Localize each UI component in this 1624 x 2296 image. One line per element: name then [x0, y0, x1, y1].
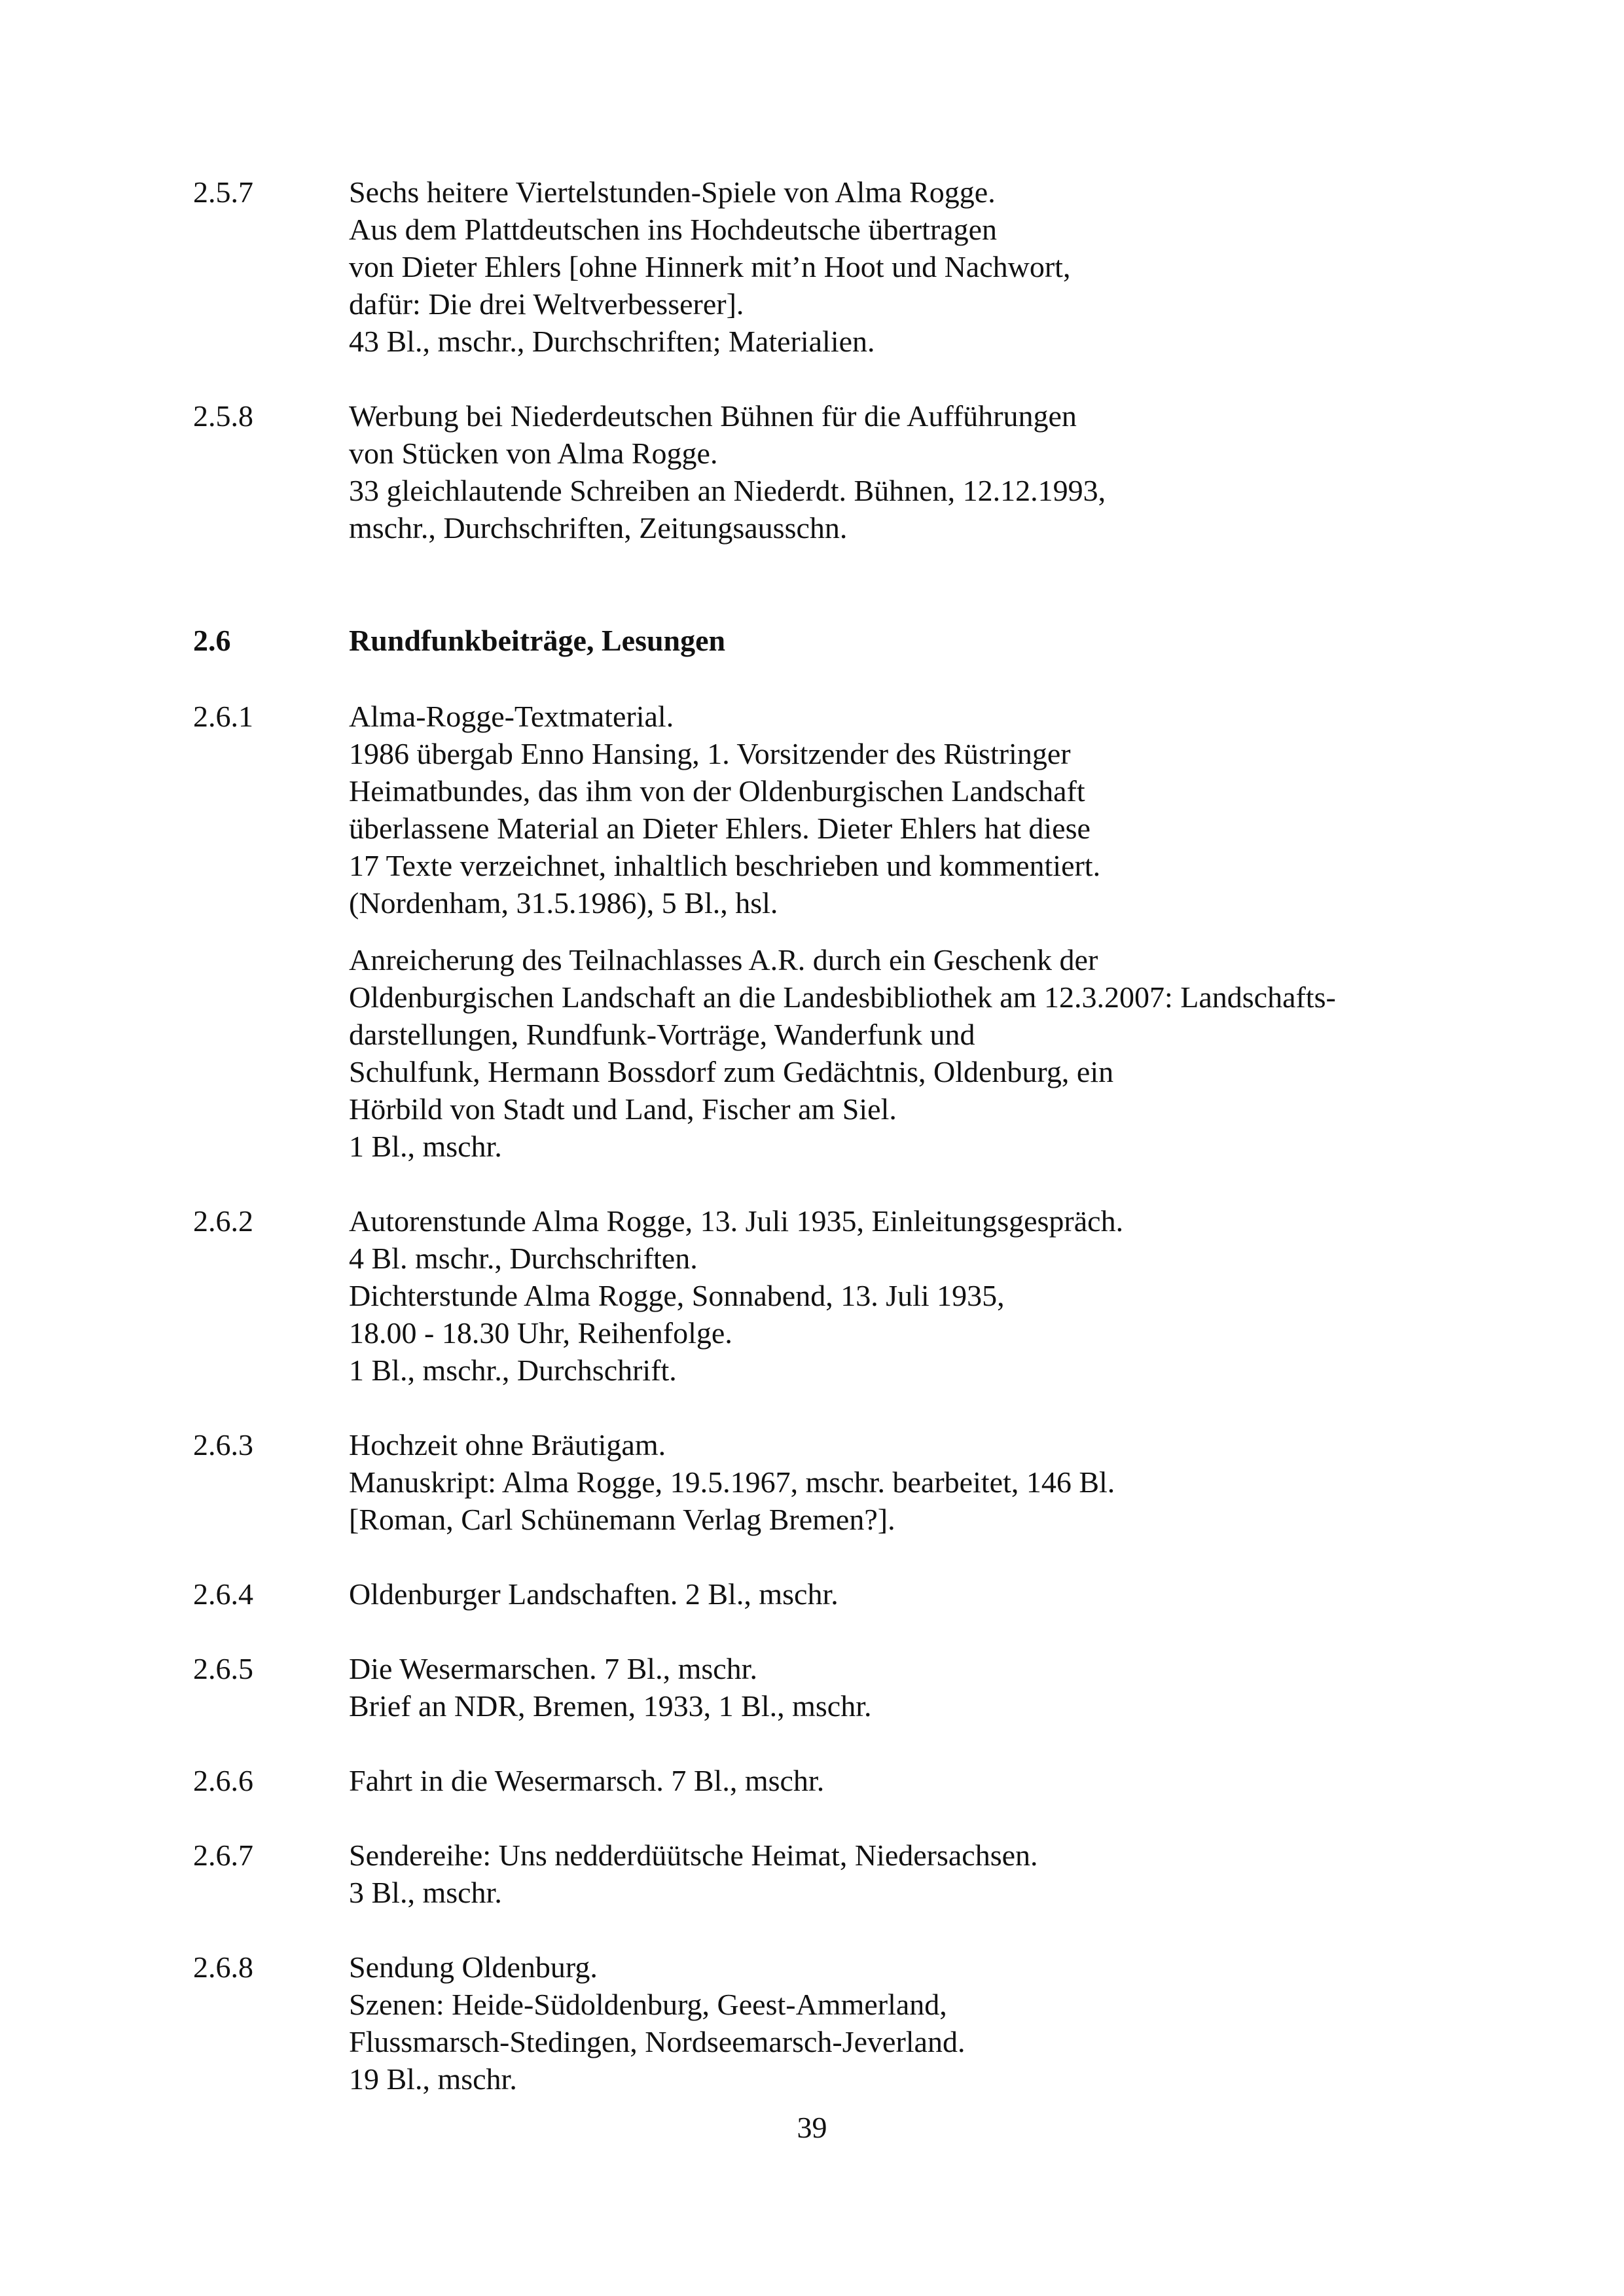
entry-line: Sendung Oldenburg. [349, 1950, 598, 1984]
entry-line: 4 Bl. mschr., Durchschriften. [349, 1242, 698, 1275]
entry-line: Hochzeit ohne Bräutigam. [349, 1428, 666, 1462]
entry-line: Oldenburgischen Landschaft an die Landesbibliothek am 12.3.2007: Landschafts- [349, 980, 1336, 1014]
entry-line: Sendereihe: Uns nedderdüütsche Heimat, Niedersachsen. [349, 1839, 1038, 1872]
section-number: 2.6 [193, 624, 231, 657]
entry-number: 2.6.6 [193, 1764, 253, 1797]
entry-line: mschr., Durchschriften, Zeitungsausschn. [349, 511, 848, 545]
entry-number: 2.6.8 [193, 1950, 253, 1984]
entry-line: Alma-Rogge-Textmaterial. [349, 700, 674, 733]
entry-number: 2.5.7 [193, 175, 253, 209]
entry-line: von Dieter Ehlers [ohne Hinnerk mit’n Hoot und Nachwort, [349, 250, 1071, 283]
entry-line: Werbung bei Niederdeutschen Bühnen für die Aufführungen [349, 399, 1077, 433]
entry-line: Schulfunk, Hermann Bossdorf zum Gedächtnis, Oldenburg, ein [349, 1055, 1114, 1088]
entry-line: Hörbild von Stadt und Land, Fischer am Siel. [349, 1092, 897, 1126]
entry-line: [Roman, Carl Schünemann Verlag Bremen?]. [349, 1503, 895, 1536]
entry-line: Fahrt in die Wesermarsch. 7 Bl., mschr. [349, 1764, 825, 1797]
entry-line: 1 Bl., mschr., Durchschrift. [349, 1354, 677, 1387]
entry-line: Sechs heitere Viertelstunden-Spiele von Alma Rogge. [349, 175, 996, 209]
entry-number: 2.6.4 [193, 1577, 253, 1611]
page-number: 39 [797, 2111, 827, 2144]
entry-number: 2.6.3 [193, 1428, 253, 1462]
entry-number: 2.6.2 [193, 1204, 253, 1238]
entry-line: Heimatbundes, das ihm von der Oldenburgischen Landschaft [349, 774, 1085, 808]
entry-line: darstellungen, Rundfunk-Vorträge, Wanderfunk und [349, 1018, 975, 1051]
entry-line: Szenen: Heide-Südoldenburg, Geest-Ammerland, [349, 1988, 947, 2021]
entry-line: 19 Bl., mschr. [349, 2062, 517, 2096]
entry-line: Oldenburger Landschaften. 2 Bl., mschr. [349, 1577, 839, 1611]
entry-line: 1 Bl., mschr. [349, 1130, 502, 1163]
section-heading: Rundfunkbeiträge, Lesungen [349, 624, 726, 657]
entry-line: Flussmarsch-Stedingen, Nordseemarsch-Jeverland. [349, 2025, 965, 2058]
entry-number: 2.6.1 [193, 700, 253, 733]
entry-line: überlassene Material an Dieter Ehlers. Dieter Ehlers hat diese [349, 812, 1091, 845]
entry-line: Brief an NDR, Bremen, 1933, 1 Bl., mschr. [349, 1689, 872, 1723]
entry-line: 18.00 - 18.30 Uhr, Reihenfolge. [349, 1316, 732, 1350]
entry-line: 33 gleichlautende Schreiben an Niederdt. Bühnen, 12.12.1993, [349, 474, 1106, 507]
entry-line: Autorenstunde Alma Rogge, 13. Juli 1935, Einleitungsgespräch. [349, 1204, 1124, 1238]
entry-line: Manuskript: Alma Rogge, 19.5.1967, mschr. bearbeitet, 146 Bl. [349, 1465, 1115, 1499]
entry-line: 17 Texte verzeichnet, inhaltlich beschrieben und kommentiert. [349, 849, 1101, 882]
entry-line: von Stücken von Alma Rogge. [349, 437, 718, 470]
entry-number: 2.6.5 [193, 1652, 253, 1685]
entry-line: 3 Bl., mschr. [349, 1876, 502, 1909]
entry-line: Die Wesermarschen. 7 Bl., mschr. [349, 1652, 757, 1685]
entry-line: Dichterstunde Alma Rogge, Sonnabend, 13. Juli 1935, [349, 1279, 1005, 1312]
entry-line: dafür: Die drei Weltverbesserer]. [349, 287, 744, 321]
entry-line: 1986 übergab Enno Hansing, 1. Vorsitzender des Rüstringer [349, 737, 1071, 770]
entry-line: (Nordenham, 31.5.1986), 5 Bl., hsl. [349, 886, 778, 920]
entry-line: Anreicherung des Teilnachlasses A.R. durch ein Geschenk der [349, 943, 1098, 977]
entry-line: 43 Bl., mschr., Durchschriften; Materialien. [349, 325, 875, 358]
entry-number: 2.6.7 [193, 1839, 253, 1872]
entry-number: 2.5.8 [193, 399, 253, 433]
entry-line: Aus dem Plattdeutschen ins Hochdeutsche übertragen [349, 213, 998, 246]
